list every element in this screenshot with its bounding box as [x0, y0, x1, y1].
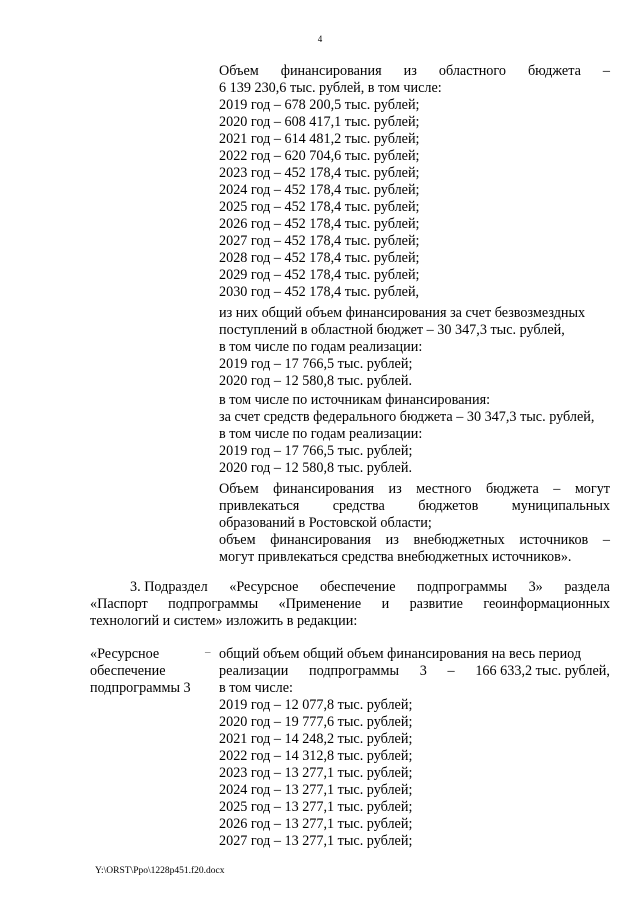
resource-label-line: «Ресурсное [90, 646, 160, 662]
block2-line: 2019 год – 17 766,5 тыс. рублей; [219, 443, 413, 459]
word: бюджетов [418, 498, 479, 514]
resource-line: общий объем общий объем финансирования на весь период [219, 646, 582, 662]
word: Объем [219, 63, 259, 79]
word: 3 [419, 663, 427, 679]
word: из [385, 532, 399, 548]
word: подпрограммы [417, 579, 508, 595]
block2-line: за счет средств федерального бюджета – 30 347,3 тыс. рублей, [219, 409, 595, 425]
resource-label-line: обеспечение [90, 663, 166, 679]
block1-line: 2023 год – 452 178,4 тыс. рублей; [219, 165, 420, 181]
resource-label [90, 646, 191, 697]
resource-line: 2022 год – 14 312,8 тыс. рублей; [219, 748, 413, 764]
resource-line: 2027 год – 13 277,1 тыс. рублей; [219, 833, 413, 849]
word: финансирования [273, 481, 375, 497]
block3-line: образований в Ростовской области; [219, 515, 432, 531]
block3-line [219, 498, 610, 515]
word: финансирования [280, 63, 382, 79]
resource-line: 2023 год – 13 277,1 тыс. рублей; [219, 765, 413, 781]
resource-line [219, 663, 610, 680]
word: реализации [219, 663, 289, 679]
word: «Паспорт [90, 596, 148, 612]
word: подпрограммы [168, 596, 259, 612]
block1-line: 2021 год – 614 481,2 тыс. рублей; [219, 131, 420, 147]
word: геоинформационных [483, 596, 610, 612]
word: муниципальных [511, 498, 610, 514]
word: – [553, 481, 561, 497]
word: объем [219, 532, 256, 548]
block2-line: в том числе по годам реализации: [219, 426, 423, 442]
block1-line: 2025 год – 452 178,4 тыс. рублей; [219, 199, 420, 215]
block1-heading [219, 63, 610, 80]
block1-line: 2020 год – 608 417,1 тыс. рублей; [219, 114, 420, 130]
block1-line: 2024 год – 452 178,4 тыс. рублей; [219, 182, 420, 198]
word: – [602, 532, 610, 548]
word: – [602, 63, 610, 79]
block1-line: 6 139 230,6 тыс. рублей, в том числе: [219, 80, 442, 96]
block1-line: 2027 год – 452 178,4 тыс. рублей; [219, 233, 420, 249]
resource-line: в том числе: [219, 680, 293, 696]
block1-line: 2022 год – 620 704,6 тыс. рублей; [219, 148, 420, 164]
block2-line: 2020 год – 12 580,8 тыс. рублей. [219, 373, 412, 389]
resource-line: 2024 год – 13 277,1 тыс. рублей; [219, 782, 413, 798]
block2-line: 2019 год – 17 766,5 тыс. рублей; [219, 356, 413, 372]
file-path-footer: Y:\ORST\Ppo\1228p451.f20.docx [95, 866, 225, 876]
block3-line: могут привлекаться средства внебюджетных источников». [219, 549, 572, 565]
word: финансирования [270, 532, 372, 548]
resource-label-line: подпрограммы 3 [90, 680, 191, 696]
word: «Ресурсное [229, 579, 299, 595]
paragraph3-line [90, 596, 610, 613]
block1-line: 2026 год – 452 178,4 тыс. рублей; [219, 216, 420, 232]
resource-line: 2026 год – 13 277,1 тыс. рублей; [219, 816, 413, 832]
word: и [381, 596, 390, 612]
word: областного [438, 63, 506, 79]
word: источников [519, 532, 589, 548]
resource-line: 2019 год – 12 077,8 тыс. рублей; [219, 697, 413, 713]
word: бюджета [485, 481, 539, 497]
paragraph3-line [130, 579, 610, 596]
word: из [403, 63, 417, 79]
word: внебюджетных [413, 532, 505, 548]
block1-line: 2029 год – 452 178,4 тыс. рублей; [219, 267, 420, 283]
page-number: 4 [317, 34, 323, 44]
block1-line: 2030 год – 452 178,4 тыс. рублей, [219, 284, 420, 300]
block1-line: 2019 год – 678 200,5 тыс. рублей; [219, 97, 420, 113]
resource-line: 2021 год – 14 248,2 тыс. рублей; [219, 731, 413, 747]
word: 3» [528, 579, 543, 595]
word: 166 633,2 тыс. рублей, [475, 663, 610, 679]
word: местного [416, 481, 472, 497]
block2-line: 2020 год – 12 580,8 тыс. рублей. [219, 460, 412, 476]
word: из [388, 481, 402, 497]
word: – [447, 663, 455, 679]
word: могут [574, 481, 610, 497]
word: раздела [564, 579, 610, 595]
word: развитие [409, 596, 463, 612]
word: бюджета [527, 63, 581, 79]
word: подпрограммы [309, 663, 400, 679]
block3-line [219, 481, 610, 498]
paragraph3-line: технологий и систем» изложить в редакции: [90, 613, 358, 629]
block3-line [219, 532, 610, 549]
word: привлекаться [219, 498, 300, 514]
word: 3. Подраздел [130, 579, 208, 595]
block2-line: в том числе по источникам финансирования: [219, 392, 491, 408]
resource-line: 2025 год – 13 277,1 тыс. рублей; [219, 799, 413, 815]
block2-line: поступлений в областной бюджет – 30 347,3 тыс. рублей, [219, 322, 565, 338]
word: обеспечение [319, 579, 396, 595]
block1-line: 2028 год – 452 178,4 тыс. рублей; [219, 250, 420, 266]
block2-line: из них общий объем финансирования за счет безвозмездных [219, 305, 586, 321]
word: Объем [219, 481, 259, 497]
resource-line: 2020 год – 19 777,6 тыс. рублей; [219, 714, 413, 730]
word: «Применение [278, 596, 362, 612]
word: средства [332, 498, 385, 514]
table-dash: – [205, 646, 211, 658]
block2-line: в том числе по годам реализации: [219, 339, 423, 355]
